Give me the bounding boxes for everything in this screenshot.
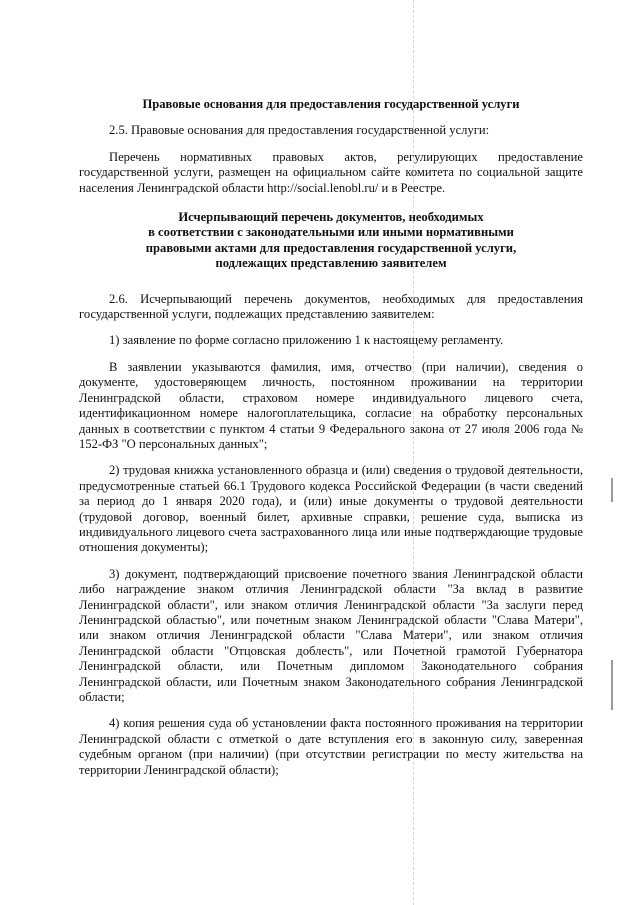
margin-mark (611, 660, 613, 710)
section-heading-line: Исчерпывающий перечень документов, необходимых (178, 210, 484, 225)
margin-mark (611, 478, 613, 502)
section-heading-line: правовыми актами для предоставления государственной услуги, (145, 240, 517, 255)
paragraph-2-6: 2.6. Исчерпывающий перечень документов, необходимых для предоставления государственной услуги, подлежащих представлению заявителем: (79, 291, 583, 322)
paragraph-2-5: 2.5. Правовые основания для предоставления государственной услуги: (109, 123, 490, 138)
list-item-3: 3) документ, подтверждающий присвоение почетного звания Ленинградской области либо награждение знаком отличия Ленинградской области "За вклад в развитие Ленинградской области", или знаком отличия Ленинградской области "За заслуги перед Ленинградской областью", или почетным знаком Ленинградской области "Слава Матери", или знаком отличия Ленинградской области "Слава Матери", или знаком отличия Ленинградской области "Отцовская доблесть", или Почетной грамотой Губернатора Ленинградской области, или Почетным дипломом Законодательного собрания Ленинградской области, или Почетным знаком Законодательного собрания Ленинградской области; (79, 566, 583, 704)
list-item-1: 1) заявление по форме согласно приложению 1 к настоящему регламенту. (109, 333, 504, 348)
list-item-4: 4) копия решения суда об установлении факта постоянного проживания на территории Ленинградской области с отметкой о дате вступления его в законную силу, заверенная судебным органом (при наличии) (при отсутствии регистрации по месту жительства на территории Ленинградской области); (79, 716, 583, 777)
list-item-1-text: В заявлении указываются фамилия, имя, отчество (при наличии), сведения о документе, удостоверяющем личность, постоянном проживании на территории Ленинградской области, страховом номере индивидуального лицевого счета, идентификационном номере налогоплательщика, согласие на обработку персональных данных в соответствии с пунктом 4 статьи 9 Федерального закона от 27 июля 2006 года № 152-ФЗ "О персональных данных"; (79, 359, 583, 451)
document-body (79, 97, 583, 778)
section-heading-line: подлежащих представлению заявителем (215, 256, 447, 271)
list-item-2: 2) трудовая книжка установленного образца и (или) сведения о трудовой деятельности, предусмотренные статьей 66.1 Трудового кодекса Российской Федерации (в части сведений за период до 1 января 2020 года), и (или) иные документы о трудовой деятельности (трудовой договор, военный билет, архивные справки, решение суда, выписка из индивидуального лицевого счета застрахованного лица или иные подтверждающие трудовые отношения документы); (79, 463, 583, 555)
section-heading-line: в соответствии с законодательными или иными нормативными (148, 225, 514, 240)
paragraph-2-5-text: Перечень нормативных правовых актов, регулирующих предоставление государственной услуги, размещен на официальном сайте комитета по социальной защите населения Ленинградской области http://social.lenobl.ru/ и в Реестре. (79, 149, 583, 195)
section-heading: Правовые основания для предоставления государственной услуги (142, 97, 520, 111)
